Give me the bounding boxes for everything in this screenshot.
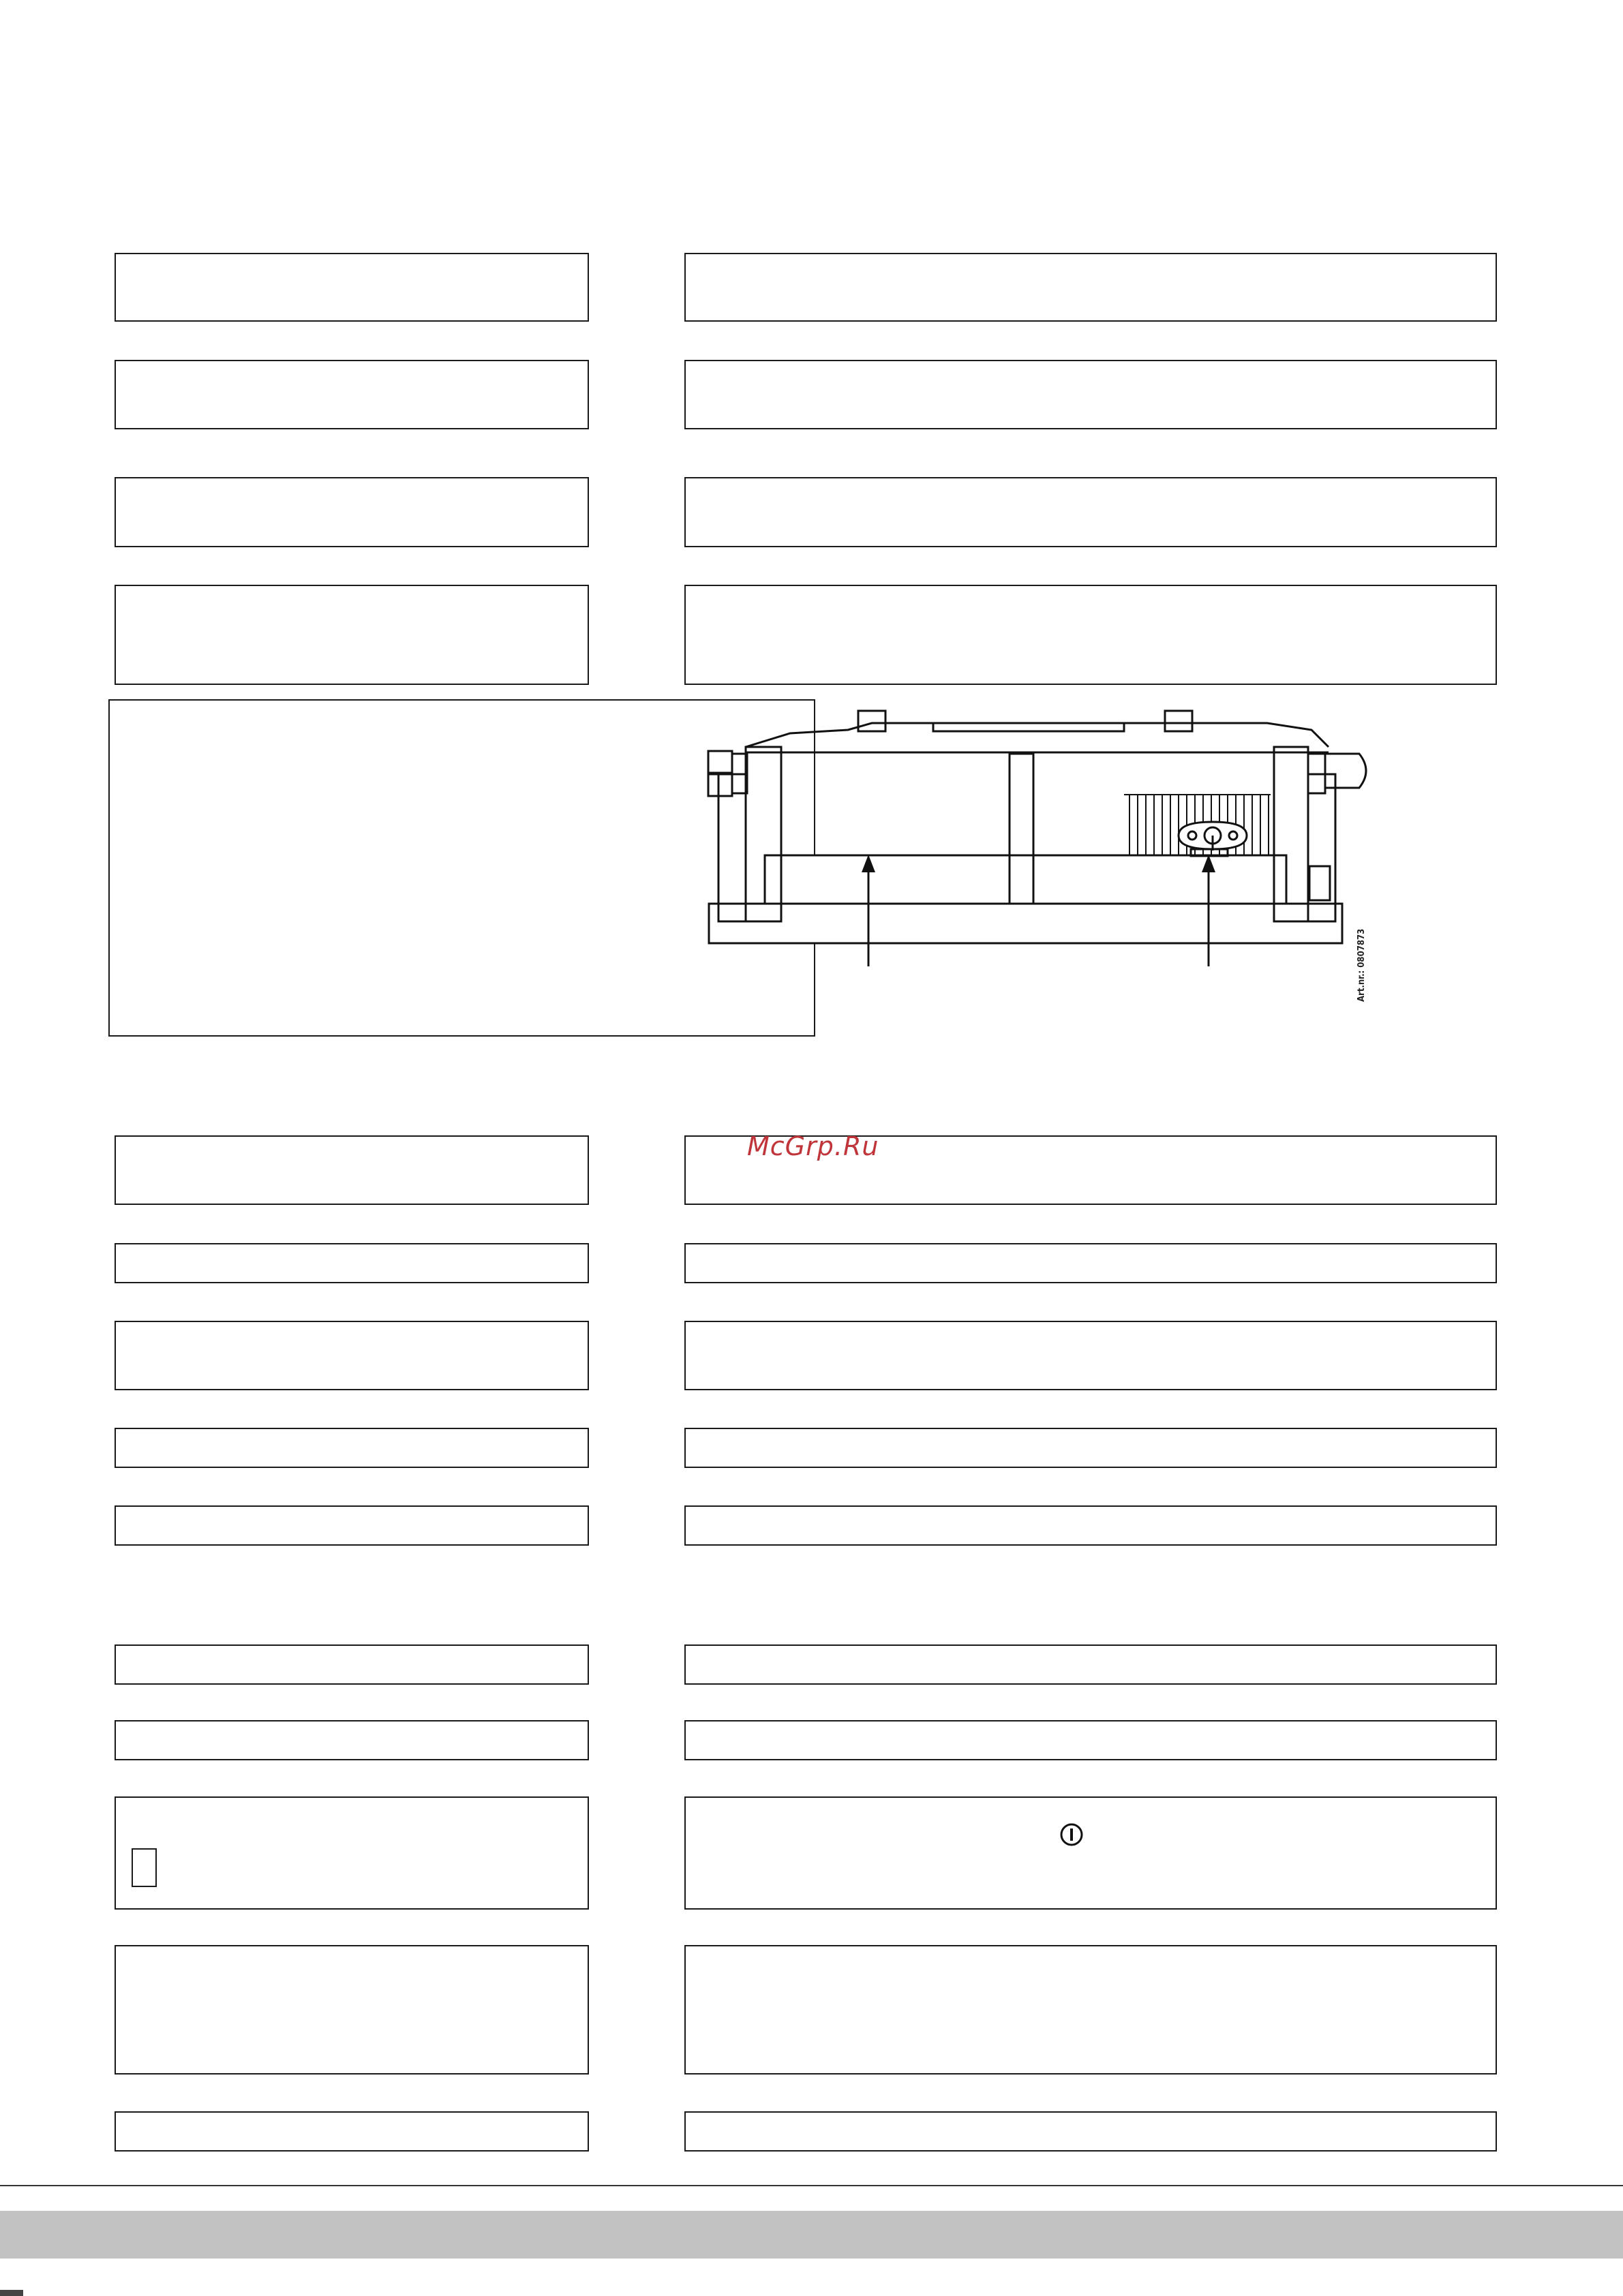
field-label-14 <box>115 2111 589 2152</box>
appliance-diagram <box>108 699 1497 1037</box>
field-label-9 <box>115 1505 589 1546</box>
field-value-14 <box>684 2111 1497 2152</box>
field-value-7 <box>684 1321 1497 1390</box>
field-value-2 <box>684 360 1497 429</box>
field-label-2 <box>115 360 589 429</box>
field-value-10 <box>684 1644 1497 1685</box>
field-value-1 <box>684 253 1497 322</box>
art-number: Art.nr.: 0807873 <box>1356 928 1367 1002</box>
footer-divider <box>0 2185 1623 2186</box>
field-value-13 <box>684 1945 1497 2075</box>
field-label-7 <box>115 1321 589 1390</box>
field-value-12 <box>684 1796 1497 1910</box>
field-value-9 <box>684 1505 1497 1546</box>
field-value-8 <box>684 1428 1497 1468</box>
field-label-10 <box>115 1644 589 1685</box>
field-label-11 <box>115 1720 589 1760</box>
field-label-6 <box>115 1243 589 1283</box>
field-label-5 <box>115 1135 589 1205</box>
field-label-4 <box>115 585 589 685</box>
field-value-11 <box>684 1720 1497 1760</box>
footer-band <box>0 2211 1623 2259</box>
field-label-8 <box>115 1428 589 1468</box>
corner-mark <box>0 2290 23 2296</box>
field-value-4 <box>684 585 1497 685</box>
field-label-12 <box>115 1796 589 1910</box>
field-value-3 <box>684 477 1497 547</box>
field-label-3 <box>115 477 589 547</box>
watermark-text: McGrp.Ru <box>747 1131 879 1161</box>
field-label-1 <box>115 253 589 322</box>
power-icon <box>1059 1822 1084 1847</box>
checkbox-square[interactable] <box>132 1848 157 1887</box>
field-label-13 <box>115 1945 589 2075</box>
field-value-6 <box>684 1243 1497 1283</box>
